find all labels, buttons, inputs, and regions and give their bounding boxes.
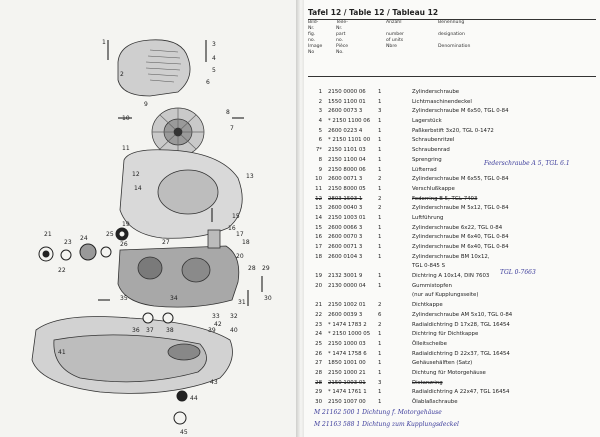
row-designation: Paßkerbstift 3x20, TGL 0-1472 bbox=[412, 127, 494, 134]
header-image-no: Bild- Nr. fig. no. Image No bbox=[308, 20, 323, 55]
fan-rotor bbox=[152, 108, 204, 156]
row-designation: Distanzring bbox=[412, 379, 443, 386]
part-number-label: 18 bbox=[242, 239, 250, 246]
row-part-no: 2132 3001 9 bbox=[328, 273, 363, 280]
parts-list bbox=[308, 88, 596, 408]
row-quantity: 1 bbox=[378, 89, 382, 95]
part-number-label: 40 bbox=[230, 327, 238, 334]
row-quantity: 3 bbox=[378, 379, 382, 386]
fan-shroud bbox=[120, 150, 242, 239]
table-row bbox=[308, 98, 596, 108]
header-quantity: Anzahl number of units Nbre bbox=[386, 20, 404, 49]
table-row bbox=[308, 359, 596, 369]
table-header bbox=[308, 20, 596, 74]
row-part-no: 2600 0066 3 bbox=[328, 224, 363, 231]
row-quantity: 1 bbox=[378, 98, 382, 105]
part-number-label: 31 bbox=[238, 299, 246, 306]
table-row bbox=[308, 185, 596, 195]
row-image-no: 21 bbox=[315, 302, 322, 309]
row-part-no: * 1474 1783 2 bbox=[328, 321, 367, 328]
row-image-no: 12 bbox=[315, 195, 322, 202]
row-image-no: 20 bbox=[315, 282, 322, 289]
row-designation: Zylinderschraube bbox=[412, 89, 460, 95]
table-row bbox=[308, 301, 596, 311]
row-designation: Radialdichtring D 22x37, TGL 16454 bbox=[412, 350, 510, 357]
row-part-no: 2600 0070 3 bbox=[328, 234, 363, 241]
row-image-no: 10 bbox=[315, 176, 322, 183]
table-row bbox=[308, 233, 596, 243]
row-image-no: 24 bbox=[315, 331, 322, 338]
part-number-label: 9 bbox=[144, 101, 148, 108]
handwritten-note-gasket-engine: M 21162 500 1 Dichtung f. Motorgehäuse bbox=[314, 409, 442, 416]
row-image-no: 1 bbox=[318, 89, 322, 95]
row-quantity: 1 bbox=[378, 156, 382, 163]
row-quantity: 1 bbox=[378, 273, 382, 280]
row-quantity: 1 bbox=[378, 224, 382, 231]
row-part-no: 2600 0039 3 bbox=[328, 311, 363, 318]
row-image-no: 3 bbox=[318, 108, 322, 115]
row-part-no: 2150 1101 03 bbox=[328, 147, 366, 154]
part-number-label: 42 bbox=[214, 321, 222, 328]
row-image-no: 8 bbox=[318, 156, 322, 163]
row-image-no: 17 bbox=[315, 244, 322, 250]
handwritten-note-gasket-clutch: M 21163 588 1 Dichtung zum Kupplungsdeckel bbox=[314, 421, 459, 428]
row-image-no: 18 bbox=[315, 253, 322, 260]
part-number-label: 27 bbox=[162, 239, 170, 246]
header-part-no: Teile- Nr. part no. Pièce No. bbox=[336, 20, 349, 55]
part-number-label: 13 bbox=[246, 173, 254, 180]
row-designation: Zylinderschraube M 5x12, TGL 0-84 bbox=[412, 205, 509, 212]
part-number-label: 4 bbox=[212, 55, 216, 62]
part-number-label: 24 bbox=[80, 235, 88, 242]
row-designation: TGL 0-845 S bbox=[412, 263, 445, 270]
parts-table-page bbox=[304, 0, 600, 437]
table-row bbox=[308, 117, 596, 127]
table-row bbox=[308, 195, 596, 205]
row-quantity: 2 bbox=[378, 321, 382, 328]
row-part-no: 2150 8000 06 bbox=[328, 166, 366, 173]
table-row bbox=[308, 214, 596, 224]
row-quantity: 1 bbox=[378, 350, 382, 357]
part-number-label: 20 bbox=[236, 253, 244, 260]
row-quantity: 1 bbox=[378, 399, 382, 405]
row-part-no: * 2150 1101 00 bbox=[328, 137, 371, 144]
row-designation: Gummistopfen bbox=[412, 282, 452, 289]
part-number-label: 44 bbox=[190, 395, 198, 402]
part-number-label: 25 bbox=[106, 231, 114, 238]
row-designation: Lichtmaschinendeckel bbox=[412, 98, 472, 105]
row-part-no: 1850 1001 00 bbox=[328, 360, 366, 367]
row-image-no: 2 bbox=[318, 98, 322, 105]
row-image-no: 29 bbox=[315, 389, 322, 396]
table-row bbox=[308, 136, 596, 146]
row-designation: Luftführung bbox=[412, 214, 444, 221]
row-designation: Lüfterrad bbox=[412, 166, 437, 173]
row-quantity: 1 bbox=[378, 214, 382, 221]
row-quantity: 2 bbox=[378, 302, 382, 309]
row-part-no: 2150 1003 01 bbox=[328, 379, 366, 386]
row-designation: Zylinderschraube M 6x40, TGL 0-84 bbox=[412, 234, 509, 241]
row-image-no: 16 bbox=[315, 234, 322, 241]
row-designation: Radialdichtring D 17x28, TGL 16454 bbox=[412, 321, 510, 328]
row-part-no: 2600 0071 3 bbox=[328, 244, 363, 250]
part-number-label: 36 bbox=[132, 327, 140, 334]
part-number-label: 8 bbox=[226, 109, 230, 116]
row-designation: Lagerstück bbox=[412, 118, 442, 125]
row-designation: Dichtung für Motorgehäuse bbox=[412, 369, 486, 376]
row-image-no: 9 bbox=[318, 166, 322, 173]
row-part-no: 2150 1000 03 bbox=[328, 340, 366, 347]
row-image-no: 28 bbox=[315, 369, 322, 376]
row-quantity: 1 bbox=[378, 137, 382, 144]
part-number-label: 39 bbox=[208, 327, 216, 334]
row-part-no: 2150 1003 01 bbox=[328, 214, 366, 221]
row-quantity: 1 bbox=[378, 360, 382, 367]
row-quantity: 2 bbox=[378, 195, 382, 202]
row-image-no: 7* bbox=[315, 147, 322, 154]
table-row bbox=[308, 311, 596, 321]
table-row bbox=[308, 204, 596, 214]
row-quantity: 1 bbox=[378, 244, 382, 250]
row-part-no: * 2150 1100 06 bbox=[328, 118, 371, 125]
row-designation: Ölablaßschraube bbox=[412, 399, 458, 405]
row-designation: Zylinderschraube M 6x55, TGL 0-84 bbox=[412, 176, 509, 183]
table-row bbox=[308, 379, 596, 389]
exploded-parts-diagram bbox=[0, 0, 296, 437]
row-part-no: * 1474 1761 1 bbox=[328, 389, 367, 396]
row-quantity: 6 bbox=[378, 311, 382, 318]
part-number-label: 11 bbox=[122, 145, 130, 152]
row-quantity: 1 bbox=[378, 147, 382, 154]
row-image-no: 19 bbox=[315, 273, 322, 280]
row-image-no: 23 bbox=[315, 321, 322, 328]
table-row bbox=[308, 88, 596, 98]
row-quantity: 1 bbox=[378, 166, 382, 173]
row-quantity: 2 bbox=[378, 205, 382, 212]
row-part-no: 2600 0223 4 bbox=[328, 127, 363, 134]
row-designation: Dichtring für Dichtkappe bbox=[412, 331, 479, 338]
part-number-label: 15 bbox=[232, 213, 240, 220]
part-number-label: 38 bbox=[166, 327, 174, 334]
row-part-no: 2803 1503 1 bbox=[328, 195, 363, 202]
part-number-label: 32 bbox=[230, 313, 238, 320]
row-quantity: 1 bbox=[378, 118, 382, 125]
row-image-no: 15 bbox=[315, 224, 322, 231]
row-part-no: 2600 0040 3 bbox=[328, 205, 363, 212]
table-row bbox=[308, 127, 596, 137]
row-designation: Gehäusehälften (Satz) bbox=[412, 360, 473, 367]
row-part-no: 2600 0071 3 bbox=[328, 176, 363, 183]
part-number-label: 34 bbox=[170, 295, 178, 302]
row-designation: Zylinderschraube AM 5x10, TGL 0-84 bbox=[412, 311, 513, 318]
table-row bbox=[308, 146, 596, 156]
part-number-label: 12 bbox=[132, 171, 140, 178]
table-row bbox=[308, 321, 596, 331]
row-quantity: 1 bbox=[378, 234, 382, 241]
row-designation: Federring B 5, TGL 7403 bbox=[412, 195, 478, 202]
row-designation: Schraubenrad bbox=[412, 147, 450, 154]
table-row bbox=[308, 388, 596, 398]
handwritten-note-federschraube: Federschraube A 5, TGL 6.1 bbox=[484, 160, 570, 167]
row-image-no: 5 bbox=[318, 127, 322, 134]
part-number-label: 19 bbox=[122, 221, 130, 228]
row-image-no: 22 bbox=[315, 311, 322, 318]
part-number-label: 43 bbox=[210, 379, 218, 386]
part-number-label: 29 bbox=[262, 265, 270, 272]
part-number-label: 10 bbox=[122, 115, 130, 122]
part-number-label: 6 bbox=[206, 79, 210, 86]
row-image-no: 4 bbox=[318, 118, 322, 125]
part-number-label: 26 bbox=[120, 241, 128, 248]
row-quantity: 2 bbox=[378, 176, 382, 183]
row-designation: Zylinderschraube 6x22, TGL 0-84 bbox=[412, 224, 503, 231]
part-number-label: 17 bbox=[236, 231, 244, 238]
generator-cover bbox=[118, 40, 190, 96]
part-number-label: 28 bbox=[248, 265, 256, 272]
row-part-no: * 1474 1758 6 bbox=[328, 350, 367, 357]
row-quantity: 1 bbox=[378, 331, 382, 338]
part-number-label: 35 bbox=[120, 295, 128, 302]
row-image-no: 6 bbox=[318, 137, 322, 144]
header-designation: Benennung designation Denomination bbox=[438, 20, 471, 49]
row-part-no: 2150 1100 04 bbox=[328, 156, 366, 163]
row-image-no: 26 bbox=[315, 350, 322, 357]
row-designation: Dichtring A 10x14, DIN 7603 bbox=[412, 273, 490, 280]
table-row bbox=[308, 253, 596, 263]
diagram-page bbox=[0, 0, 296, 437]
part-number-label: 14 bbox=[134, 185, 142, 192]
row-designation: (nur auf Kupplungsseite) bbox=[412, 292, 479, 299]
table-row bbox=[308, 398, 596, 408]
page-title: Tafel 12 / Table 12 / Tableau 12 bbox=[308, 8, 439, 17]
table-row bbox=[308, 243, 596, 253]
part-number-label: 23 bbox=[64, 239, 72, 246]
row-image-no: 28 bbox=[315, 379, 322, 386]
row-part-no: 2150 0000 06 bbox=[328, 89, 366, 95]
row-designation: Sprengring bbox=[412, 156, 442, 163]
part-number-label: 41 bbox=[58, 349, 66, 356]
part-number-label: 1 bbox=[102, 39, 106, 46]
row-image-no: 30 bbox=[315, 399, 322, 405]
row-part-no: * 2150 1000 05 bbox=[328, 331, 371, 338]
table-row bbox=[308, 350, 596, 360]
part-number-label: 45 bbox=[180, 429, 188, 436]
row-image-no: 25 bbox=[315, 340, 322, 347]
row-image-no: 14 bbox=[315, 214, 322, 221]
row-designation: Verschlußkappe bbox=[412, 185, 455, 192]
row-designation: Dichtkappe bbox=[412, 302, 443, 309]
table-row bbox=[308, 175, 596, 185]
row-part-no: 2150 1000 21 bbox=[328, 369, 366, 376]
part-number-label: 5 bbox=[212, 67, 216, 74]
part-number-label: 2 bbox=[120, 71, 124, 78]
row-designation: Schraubenritzel bbox=[412, 137, 455, 144]
row-designation: Zylinderschraube M 6x40, TGL 0-84 bbox=[412, 244, 509, 250]
row-quantity: 1 bbox=[378, 127, 382, 134]
table-row bbox=[308, 272, 596, 282]
part-number-label: 3 bbox=[212, 41, 216, 48]
part-number-label: 21 bbox=[44, 231, 52, 238]
table-row bbox=[308, 330, 596, 340]
row-quantity: 1 bbox=[378, 253, 382, 260]
row-designation: Ölleitscheibe bbox=[412, 340, 447, 347]
row-part-no: 2150 1007 00 bbox=[328, 399, 366, 405]
table-row bbox=[308, 224, 596, 234]
row-image-no: 13 bbox=[315, 205, 322, 212]
row-quantity: 1 bbox=[378, 282, 382, 289]
handwritten-note-tgl: TGL 0-7663 bbox=[500, 269, 536, 276]
table-row bbox=[308, 262, 596, 272]
row-quantity: 1 bbox=[378, 389, 382, 396]
crankcase bbox=[118, 230, 239, 307]
part-number-label: 30 bbox=[264, 295, 272, 302]
row-designation: Zylinderschraube M 6x50, TGL 0-84 bbox=[412, 108, 509, 115]
part-number-label: 37 bbox=[146, 327, 154, 334]
part-number-label: 33 bbox=[212, 313, 220, 320]
row-part-no: 2150 1002 01 bbox=[328, 302, 366, 309]
table-row bbox=[308, 369, 596, 379]
row-part-no: 2600 0073 3 bbox=[328, 108, 363, 115]
row-part-no: 1550 1100 01 bbox=[328, 98, 366, 105]
table-row bbox=[308, 107, 596, 117]
row-quantity: 1 bbox=[378, 185, 382, 192]
header-bottom-rule bbox=[308, 76, 596, 77]
table-row bbox=[308, 340, 596, 350]
row-quantity: 1 bbox=[378, 369, 382, 376]
page-gutter bbox=[296, 0, 304, 437]
row-designation: Radialdichtring A 22x47, TGL 16454 bbox=[412, 389, 510, 396]
table-row bbox=[308, 291, 596, 301]
part-number-label: 22 bbox=[58, 267, 66, 274]
row-designation: Zylinderschraube BM 10x12, bbox=[412, 253, 490, 260]
part-number-label: 7 bbox=[230, 125, 234, 132]
row-quantity: 3 bbox=[378, 108, 382, 115]
row-part-no: 2600 0104 3 bbox=[328, 253, 363, 260]
row-image-no: 11 bbox=[315, 185, 322, 192]
row-part-no: 2150 8000 05 bbox=[328, 185, 366, 192]
part-number-label: 16 bbox=[228, 225, 236, 232]
row-image-no: 27 bbox=[315, 360, 322, 367]
row-quantity: 1 bbox=[378, 340, 382, 347]
row-part-no: 2130 0000 04 bbox=[328, 282, 366, 289]
table-row bbox=[308, 282, 596, 292]
